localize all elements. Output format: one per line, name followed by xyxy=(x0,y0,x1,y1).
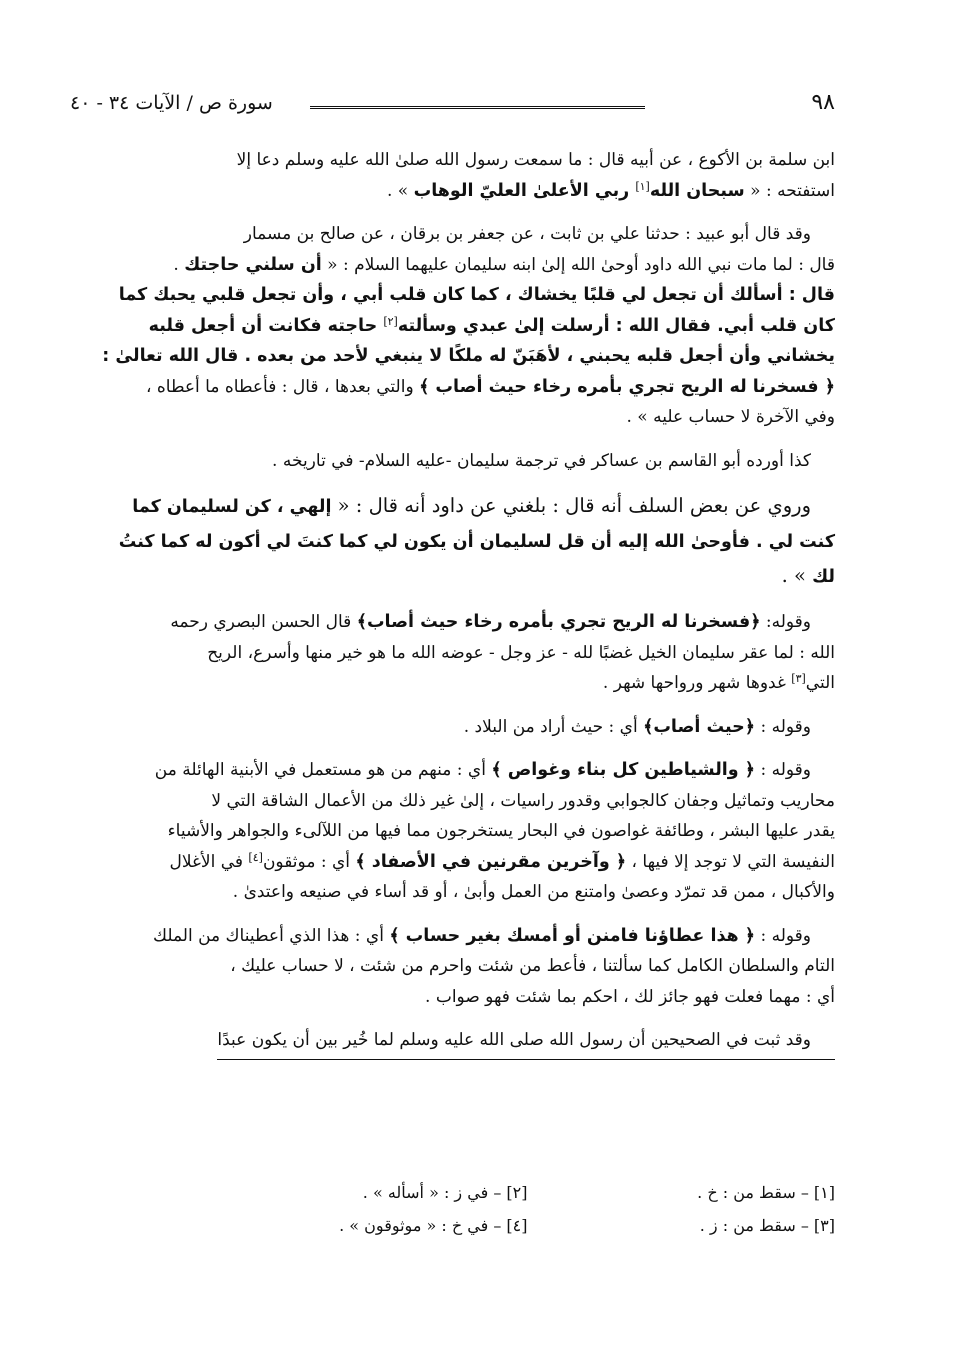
text-run: التام والسلطان الكامل كما سألتنا ، فأعط من شئت واحرم من شئت ، لا حساب عليك ، xyxy=(230,956,835,976)
text-line xyxy=(70,250,835,281)
bold-text: ﴿حيث أصاب﴾ xyxy=(643,716,756,737)
footnotes xyxy=(220,1176,835,1242)
bold-text: أن سلني حاجتك xyxy=(184,254,322,275)
text-line xyxy=(70,638,835,669)
footnote-row xyxy=(220,1209,835,1242)
paragraph xyxy=(70,145,835,206)
bold-text: ﴿فسخرنا له الريح تجري بأمره رخاء حيث أصاب﴾ xyxy=(356,612,761,632)
footnote-ref: [١] xyxy=(635,179,650,193)
bold-text: كان قلب أبي. فقال الله : أرسلت إلىٰ عبدي وسألته xyxy=(397,315,835,336)
text-line xyxy=(70,712,835,743)
text-run: غدوها شهر ورواحها شهر . xyxy=(602,673,792,693)
footnote xyxy=(528,1209,836,1242)
footnote-ref: [٣] xyxy=(791,672,806,685)
text-run: في الأغلال xyxy=(169,851,249,872)
footnote-text: – في ز : « أسأله » . xyxy=(362,1183,507,1202)
footnote xyxy=(220,1209,528,1242)
page-number: ٩٨ xyxy=(811,90,835,115)
footnote xyxy=(220,1176,528,1209)
text-line xyxy=(70,219,835,250)
text-line xyxy=(70,372,835,403)
text-line xyxy=(70,607,835,638)
text-line xyxy=(70,951,835,982)
paragraph xyxy=(70,446,835,477)
bold-text: يخشاني وأن أجعل قلبه يحبني ، لأهَبَنّ له ملكًا لا ينبغي لأحد من بعده . قال الله تعالىٰ : xyxy=(102,346,835,366)
text-run: النفيسة التي لا توجد إلا فيها ، xyxy=(626,851,835,872)
text-line xyxy=(70,755,835,786)
bold-text: ﴿ فسخرنا له الريح تجري بأمره رخاء حيث أصاب ﴾ xyxy=(419,376,835,397)
text-line xyxy=(70,446,835,477)
footnote-text: – في خ : « موثوقون » . xyxy=(339,1216,507,1235)
text-line xyxy=(70,402,835,433)
text-run: والأكبال ، ممن قد تمرّد وعصىٰ وامتنع من العمل وأبىٰ ، أو قد أساء في صنيعه واعتدىٰ . xyxy=(232,882,835,902)
text-line xyxy=(70,280,835,311)
text-line xyxy=(70,786,835,817)
text-line xyxy=(70,311,835,342)
footnote-text: – سقط من : ز . xyxy=(699,1216,814,1235)
bold-text: ﴿ هذا عطاؤنا فامنن أو أمسك بغير حساب ﴾ xyxy=(389,925,756,946)
text-run: أي : موثقون xyxy=(262,851,356,872)
text-run: وقوله : xyxy=(755,760,811,780)
bold-text: حاجته فكانت أن أجعل قلبه xyxy=(148,315,384,336)
text-run: الله : لما عقر سليمان الخيل غضبًا لله - عز وجل - عوضه الله ما هو خير منها وأسرع، الريح xyxy=(207,642,835,663)
paragraph xyxy=(70,1025,835,1060)
text-run: والتي بعدها ، قال : فأعطاه ما أعطاه ، xyxy=(145,376,420,397)
paragraph xyxy=(70,921,835,1013)
text-line xyxy=(70,847,835,878)
paragraph xyxy=(70,219,835,433)
text-run: قال الحسن البصري رحمه xyxy=(170,612,357,632)
footnote-ref: [٢] xyxy=(383,314,398,328)
text-run: وقد قال أبو عبيد : حدثنا علي بن ثابت ، عن جعفر بن برقان ، عن صالح بن مسمار xyxy=(243,224,811,244)
text-run: التي xyxy=(805,673,835,693)
underlined-line xyxy=(217,1025,835,1060)
text-run: وقوله: xyxy=(760,612,811,632)
text-run: وفي الآخرة لا حساب عليه » . xyxy=(626,407,835,427)
paragraph xyxy=(70,755,835,908)
text-line xyxy=(70,921,835,952)
footnote-ref: [٤] xyxy=(248,850,263,864)
page-header xyxy=(70,88,835,122)
bold-text: ربي الأعلىٰ العليّ الوهاب xyxy=(413,180,636,201)
bold-text: قال : أسألك أن تجعل لي قلبًا يخشاك ، كما كان قلب أبي ، وأن تجعل قلبي يحبك كما xyxy=(118,285,835,305)
text-run: وقوله : xyxy=(755,716,811,737)
text-line xyxy=(70,982,835,1013)
text-run: أي : مهما فعلت فهو جائز لك ، احكم بما شئت فهو صواب . xyxy=(425,986,835,1007)
bold-text: ﴿ وآخرين مقرنين في الأصفاد ﴾ xyxy=(355,851,627,872)
text-run: محاريب وتماثيل وجفان كالجوابي وقدور راسيات ، إلىٰ غير ذلك من الأعمال الشاقة التي لا xyxy=(211,790,835,811)
text-run: وقد ثبت في الصحيحين أن رسول الله صلى الله عليه وسلم لما خُير بين أن يكون عبدًا xyxy=(217,1030,811,1050)
text-run: » . xyxy=(387,180,414,201)
bold-text: ﴿ والشياطين كل بناء وغواص ﴾ xyxy=(491,760,756,780)
bold-text: إلهي ، كن لسليمان كما xyxy=(132,497,332,517)
text-line xyxy=(70,341,835,372)
bold-text: سبحان الله xyxy=(649,180,745,201)
text-line xyxy=(70,524,835,559)
text-line xyxy=(70,877,835,908)
text-line xyxy=(70,559,835,594)
text-run: » . xyxy=(781,564,813,587)
text-run: استفتحه : « xyxy=(744,180,835,201)
text-line xyxy=(70,816,835,847)
header-rule xyxy=(310,106,645,109)
paragraph xyxy=(70,607,835,699)
footnote-number: [٤] xyxy=(506,1216,528,1235)
text-run: وقوله : xyxy=(755,925,811,946)
text-line xyxy=(70,489,835,524)
footnote-row xyxy=(220,1176,835,1209)
text-run: أي : منهم من هو مستعمل في الأبنية الهائلة من xyxy=(154,760,492,780)
paragraph xyxy=(70,712,835,743)
text-run: يقدر عليها البشر ، وطائفة غواصون في البحار يستخرجون مما فيها من اللآلىء والجواهر والأشياء xyxy=(167,821,835,841)
bold-text: لك xyxy=(812,567,835,587)
footnote-text: – سقط من : خ . xyxy=(697,1183,814,1202)
paragraph xyxy=(70,489,835,594)
text-run: وروي عن بعض السلف أنه قال : بلغني عن داود أنه قال : « xyxy=(331,494,811,517)
text-run: ابن سلمة بن الأكوع ، عن أبيه قال : ما سمعت رسول الله صلىٰ الله عليه وسلم دعا إلا xyxy=(236,150,835,170)
text-line xyxy=(70,176,835,207)
text-line xyxy=(70,1025,835,1060)
text-run: . xyxy=(173,254,185,275)
surah-title: سورة ص / الآيات ٣٤ - ٤٠ xyxy=(70,92,273,114)
text-run: قال : لما مات نبي الله داود أوحىٰ الله إلىٰ ابنه سليمان عليهما السلام : « xyxy=(321,254,835,275)
bold-text: كنت لي . فأوحىٰ الله إليه أن قل لسليمان أن يكون لي كما كنتَ لي أكون له كما كنتُ xyxy=(118,532,835,552)
footnote-number: [١] xyxy=(813,1183,835,1202)
main-text xyxy=(70,145,835,1073)
footnote xyxy=(528,1176,836,1209)
footnote-number: [٢] xyxy=(506,1183,528,1202)
footnote-number: [٣] xyxy=(813,1216,835,1235)
text-line xyxy=(70,668,835,699)
text-run: أي : هذا الذي أعطيناك من الملك xyxy=(153,925,390,946)
text-line xyxy=(70,145,835,176)
text-run: أي : حيث أراد من البلاد . xyxy=(463,716,644,737)
text-run: كذا أورده أبو القاسم بن عساكر في ترجمة سليمان -عليه السلام- في تاريخه . xyxy=(272,450,811,471)
